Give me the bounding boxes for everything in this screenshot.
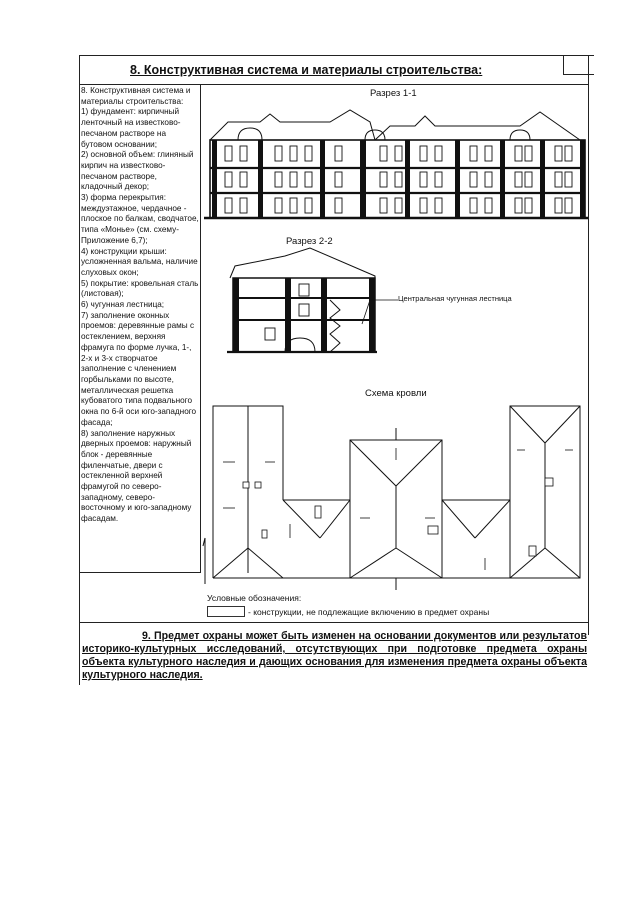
section-window xyxy=(275,198,282,213)
section-window xyxy=(525,146,532,161)
section8-title: 8. Конструктивная система и материалы строительства: xyxy=(130,63,483,77)
section-window xyxy=(380,146,387,161)
legend-row xyxy=(207,606,489,617)
section-window xyxy=(335,146,342,161)
section-window xyxy=(335,198,342,213)
legend-swatch xyxy=(207,606,245,617)
legend-title: Условные обозначения: xyxy=(207,593,302,603)
section-window xyxy=(335,172,342,187)
materials-text: 8. Конструктивная система и материалы строительства: 1) фундамент: кирпичный ленточный на известково-песчаном растворе на бутовом основании; 2) основной объем: глиняный кирпич на известково-песчаном растворе, кладочный декор; 3) форма перекрытия: междуэтажное, чердачное - плоское по балкам, сводчатое, типа «Монье» (см. схему-Приложение 6,7); 4) конструкции крыши: усложненная вальма, наличие слуховых окон; 5) покрытие: кровельная сталь (листовая); 6) чугунная лестница; 7) заполнение оконных проемов: деревянные рамы с остеклением, верхняя фрамуга по форме лучка, 1-, 2-х и 3-х створчатое заполнение с членением горбыльками по высоте, металлическая решетка кубоватого типа подвального окна по 6-й оси юго-западного фасада; 8) заполнение наружных дверных проемов: наружный блок - деревянные филенчатые, двери с остекленной верхней фрамугой по северо-западному, северо-восточному и юго-западному фасадам. xyxy=(81,86,199,524)
section-window xyxy=(565,198,572,213)
section-window xyxy=(395,146,402,161)
section-window xyxy=(515,172,522,187)
section-window xyxy=(565,146,572,161)
legend-item-label: - конструкции, не подлежащие включению в предмет охраны xyxy=(248,606,490,617)
section2-caption: Разрез 2-2 xyxy=(286,236,333,247)
section-window xyxy=(380,172,387,187)
section-window xyxy=(420,172,427,187)
section-window xyxy=(395,172,402,187)
title-divider xyxy=(79,84,589,85)
section-window xyxy=(305,146,312,161)
section-window xyxy=(470,198,477,213)
section-window xyxy=(435,172,442,187)
stair-leader-line xyxy=(360,296,400,326)
section1-caption: Разрез 1-1 xyxy=(370,88,417,99)
section-window xyxy=(395,198,402,213)
section-window xyxy=(515,146,522,161)
section1-drawing xyxy=(200,100,590,225)
section-window xyxy=(290,198,297,213)
section-window xyxy=(305,172,312,187)
page-number-box xyxy=(563,55,594,75)
section-window xyxy=(525,198,532,213)
roof-caption: Схема кровли xyxy=(365,388,427,399)
section-window xyxy=(240,172,247,187)
section-window xyxy=(470,146,477,161)
section2-drawing xyxy=(225,248,380,356)
section9-divider xyxy=(79,622,589,623)
section-window xyxy=(525,172,532,187)
section-window xyxy=(420,146,427,161)
section-window xyxy=(290,146,297,161)
section-window xyxy=(305,198,312,213)
section-window xyxy=(470,172,477,187)
section-window xyxy=(420,198,427,213)
frame-top-border xyxy=(79,55,589,56)
section-window xyxy=(240,198,247,213)
section-window xyxy=(290,172,297,187)
section9-text xyxy=(82,630,587,682)
section-window xyxy=(240,146,247,161)
section-window xyxy=(435,146,442,161)
frame-left-border xyxy=(79,55,80,685)
section-window xyxy=(555,172,562,187)
section-window xyxy=(565,172,572,187)
section9-paragraph: 9. Предмет охраны может быть изменен на основании документов или результатов историко-культурных исследований, отсутствующих при подготовке предмета охраны объекта культурного наследия и дающих основания для изменения предмета охраны объекта культурного наследия. xyxy=(82,630,587,681)
materials-description xyxy=(81,86,199,525)
section-window xyxy=(225,146,232,161)
section-window xyxy=(485,198,492,213)
section-window xyxy=(275,146,282,161)
section-window xyxy=(225,198,232,213)
roof-scheme xyxy=(205,398,590,584)
section-window xyxy=(275,172,282,187)
section-window xyxy=(380,198,387,213)
section-window xyxy=(555,198,562,213)
stair-label: Центральная чугунная лестница xyxy=(398,294,512,303)
section-window xyxy=(515,198,522,213)
section-window xyxy=(225,172,232,187)
section-window xyxy=(435,198,442,213)
section-window xyxy=(485,172,492,187)
section-window xyxy=(555,146,562,161)
section-window xyxy=(485,146,492,161)
left-column-bottom xyxy=(79,572,201,573)
